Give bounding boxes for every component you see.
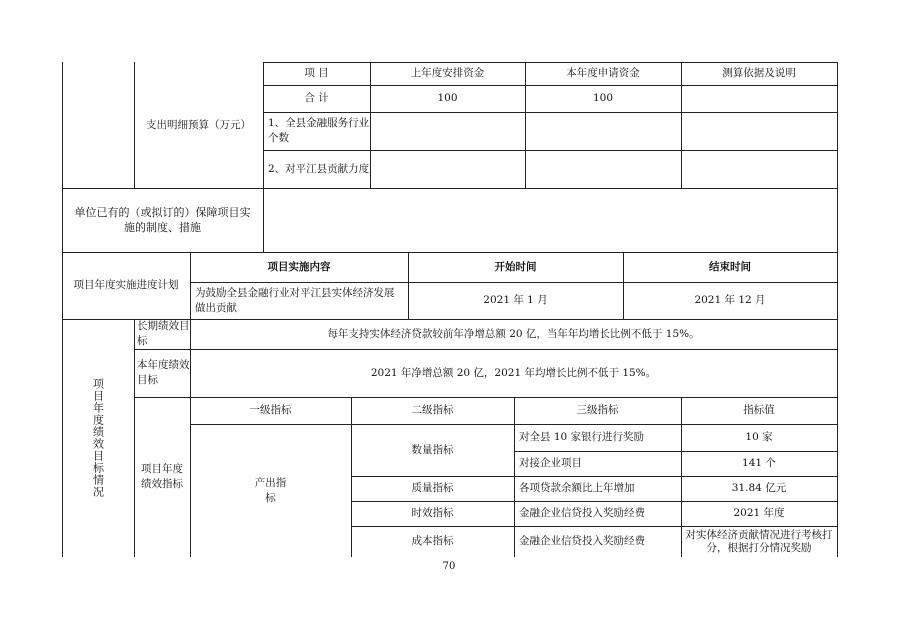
indicator-label: 项目年度绩效指标	[141, 463, 183, 490]
indicator-l3-row-1: 对接企业项目	[519, 457, 582, 469]
budget-row-total-note	[681, 85, 837, 112]
budget-row-total-prev: 100	[437, 92, 458, 104]
budget-header-prev: 上年度安排资金	[410, 67, 485, 79]
budget-row-1-item: 1、全县金融服务行业个数	[268, 117, 370, 144]
schedule-end: 2021 年 12 月	[694, 294, 766, 306]
budget-row-1-prev	[370, 112, 525, 150]
indicator-val-row-4: 对实体经济贡献情况进行考核打分，根据打分情况奖励	[685, 528, 833, 554]
indicator-l3-row-2: 各项贷款余额比上年增加	[519, 482, 635, 494]
schedule-content: 为鼓励全县金融行业对平江县实体经济发展做出贡献	[195, 286, 395, 314]
budget-section-label: 支出明细预算（万元）	[146, 118, 251, 131]
indicator-val-row-2: 31.84 亿元	[731, 482, 787, 494]
schedule-label: 项目年度实施进度计划	[73, 279, 179, 291]
indicator-header-l2: 二级指标	[411, 404, 454, 416]
indicator-val-row-3: 2021 年度	[733, 507, 785, 519]
indicator-header-val: 指标值	[743, 404, 775, 416]
indicator-header-l3: 三级指标	[576, 404, 619, 416]
annual-label: 本年度绩效目标	[137, 359, 190, 386]
long-term-label: 长期绩效目标	[137, 320, 190, 347]
system-label: 单位已有的（或拟订的）保障项目实施的制度、措施	[74, 206, 251, 234]
indicator-val-row-0: 10 家	[745, 431, 773, 443]
goals-section-label: 项目年度绩效目标情况	[91, 378, 105, 498]
indicator-l2-quantity: 数量指标	[411, 443, 454, 456]
budget-row-2-curr	[525, 150, 681, 188]
indicator-l3-row-3: 金融企业信贷投入奖励经费	[519, 507, 645, 519]
indicator-header-l1: 一级指标	[249, 404, 292, 416]
budget-header-curr: 本年度申请资金	[566, 67, 640, 79]
annual-text: 2021 年净增总额 20 亿，2021 年均增长比例不低于 15%。	[370, 366, 657, 379]
schedule-header-start: 开始时间	[494, 260, 537, 273]
budget-header-note: 测算依据及说明	[722, 67, 796, 79]
indicator-level1: 产出指标	[254, 476, 287, 504]
budget-row-1-curr	[525, 112, 681, 150]
page-number: 70	[442, 561, 456, 572]
budget-row-2-item: 2、对平江县贡献力度	[268, 162, 370, 175]
long-term-text: 每年支持实体经济贷款较前年净增总额 20 亿，当年年均增长比例不低于 15%。	[327, 327, 700, 340]
indicator-l2-timeliness: 时效指标	[411, 507, 454, 519]
indicator-l2-cost: 成本指标	[411, 535, 454, 547]
indicator-l3-row-0: 对全县 10 家银行进行奖励	[519, 431, 645, 443]
budget-row-total-curr: 100	[592, 92, 614, 104]
schedule-header-content: 项目实施内容	[267, 260, 331, 273]
system-value	[263, 188, 837, 252]
indicator-l2-quality: 质量指标	[411, 482, 454, 494]
schedule-start: 2021 年 1 月	[483, 294, 548, 306]
indicator-val-row-1: 141 个	[742, 457, 776, 469]
indicator-l3-row-4: 金融企业信贷投入奖励经费	[519, 535, 645, 547]
budget-row-2-prev	[370, 150, 525, 188]
budget-row-total-item: 合 计	[304, 92, 329, 104]
budget-row-1-note	[681, 112, 837, 150]
budget-row-2-note	[681, 150, 837, 188]
schedule-header-end: 结束时间	[709, 260, 751, 273]
budget-header-item: 项 目	[304, 67, 329, 79]
